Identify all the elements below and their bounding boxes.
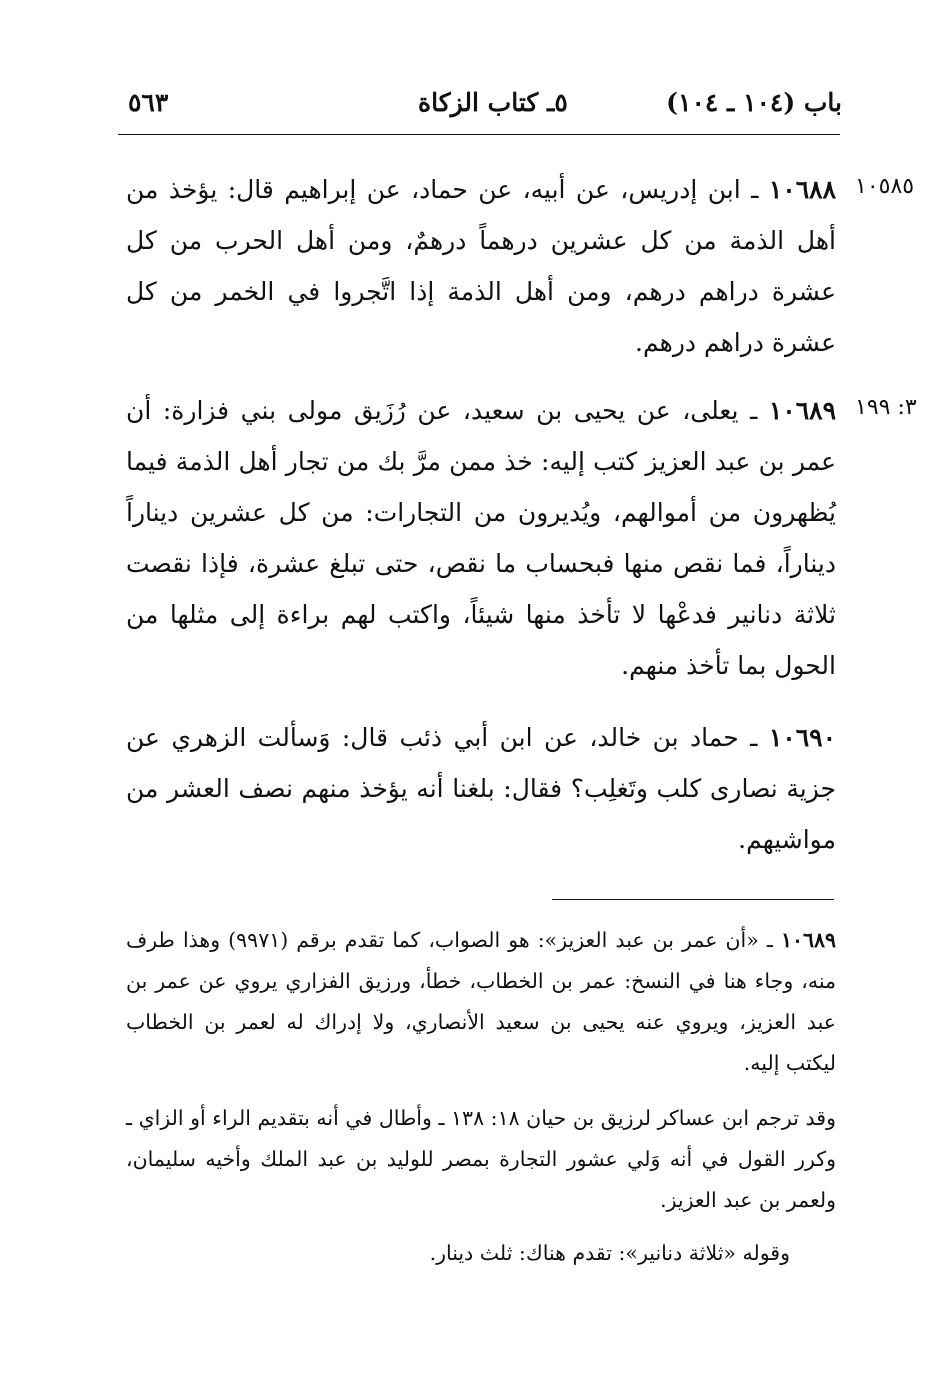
footnote — [126, 1098, 836, 1221]
hadith-number: ١٠٦٨٩ — [768, 396, 836, 425]
hadith-number: ١٠٦٨٨ — [768, 175, 836, 204]
chapter-heading: باب (١٠٤ ـ ١٠٤) — [666, 88, 842, 117]
hadith-paragraph — [126, 712, 836, 865]
footnote-number: ١٠٦٨٩ — [780, 928, 836, 952]
footnote-text: وقوله «ثلاثة دنانير»: تقدم هناك: ثلث دينار. — [429, 1241, 790, 1265]
hadith-paragraph — [126, 164, 836, 368]
footnote-text: ـ «أن عمر بن عبد العزيز»: هو الصواب، كما تقدم برقم (٩٩٧١) وهذا طرف منه، وجاء هنا في النسخ: عمر بن الخطاب، خطأ، ورزيق الفزاري يروي عن عمر بن عبد العزيز، ويروي عنه يحيى بن سعيد الأنصاري، ولا إدراك له لعمر بن الخطاب ليكتب إليه. — [126, 928, 836, 1075]
footnote — [126, 920, 836, 1084]
margin-reference: ٣: ١٩٩ — [855, 395, 917, 420]
hadith-text: ـ ابن إدريس، عن أبيه، عن حماد، عن إبراهيم قال: يؤخذ من أهل الذمة من كل عشرين درهماً درهمٌ، ومن أهل الحرب من كل عشرة دراهم درهم، ومن أهل الذمة إذا اتَّجروا في الخمر من كل عشرة دراهم درهم. — [126, 175, 836, 357]
hadith-text: ـ يعلى، عن يحيى بن سعيد، عن رُزَيق مولى بني فزارة: أن عمر بن عبد العزيز كتب إليه: خذ ممن مرَّ بك من تجار أهل الذمة فيما يُظهرون من أموالهم، ويُديرون من التجارات: من كل عشرين ديناراً ديناراً، فما نقص منها فبحساب ما نقص، حتى تبلغ عشرة، فإذا نقصت ثلاثة دنانير فدعْها لا تأخذ منها شيئاً، واكتب لهم براءة إلى مثلها من الحول بما تأخذ منهم. — [126, 396, 836, 680]
header-rule — [118, 134, 840, 135]
running-header — [118, 82, 842, 128]
page-number: ٥٦٣ — [128, 88, 169, 117]
footnote — [126, 1233, 836, 1274]
footnote-separator — [552, 899, 834, 900]
book-title: ٥ـ كتاب الزكاة — [418, 88, 568, 117]
footnote-text: وقد ترجم ابن عساكر لرزيق بن حيان ١٨: ١٣٨ ـ وأطال في أنه بتقديم الراء أو الزاي ـ وكرر القول في أنه وَلي عشور التجارة بمصر للوليد بن عبد الملك وأخيه سليمان، ولعمر بن عبد العزيز. — [126, 1106, 836, 1212]
hadith-number: ١٠٦٩٠ — [768, 723, 836, 752]
margin-reference: ١٠٥٨٥ — [855, 174, 915, 199]
hadith-text: ـ حماد بن خالد، عن ابن أبي ذئب قال: وَسألت الزهري عن جزية نصارى كلب وتَغلِب؟ فقال: بلغنا أنه يؤخذ منهم نصف العشر من مواشيهم. — [126, 723, 836, 854]
hadith-paragraph — [126, 385, 836, 691]
